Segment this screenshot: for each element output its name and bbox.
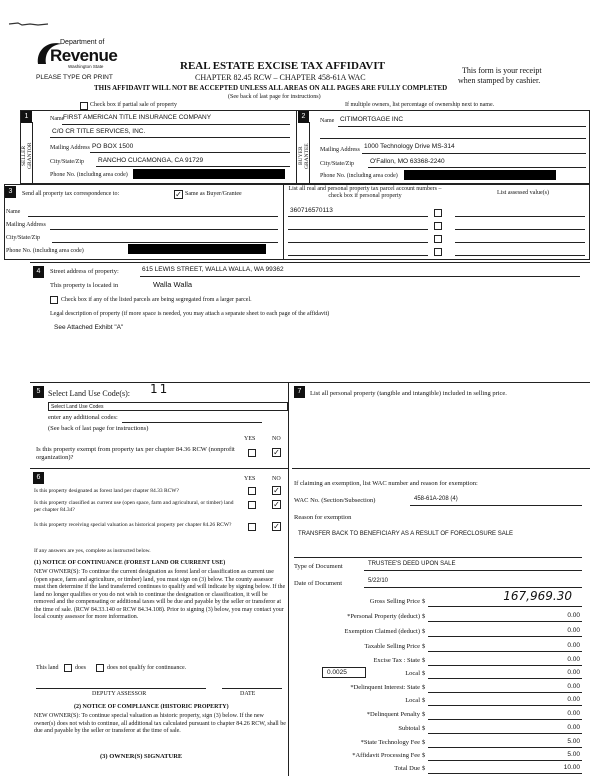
land-does-label: does — [75, 665, 86, 671]
personal-property-checkbox-4[interactable] — [434, 248, 442, 256]
exempt-yes-checkbox[interactable] — [248, 449, 256, 457]
taxable-selling-price-value[interactable]: 0.00 — [567, 642, 580, 649]
receipt-line2: when stamped by cashier. — [458, 76, 541, 85]
please-type: PLEASE TYPE OR PRINT — [36, 74, 113, 81]
assessor-date-label: DATE — [240, 691, 256, 697]
current-use-no-checkbox[interactable]: ✓ — [273, 500, 280, 509]
agency-name: Revenue — [50, 46, 118, 65]
currency-symbol: $ — [422, 752, 426, 759]
section-3-number: 3 — [5, 186, 16, 198]
land-does-not-label: does not qualify for continuance. — [107, 665, 187, 671]
see-back-note: (See back of last page for instructions) — [228, 94, 321, 100]
affidavit-processing-fee-value[interactable]: 5.00 — [567, 751, 580, 758]
seller-phone-label: Phone No. (including area code) — [50, 172, 128, 178]
delinquent-penalty-value[interactable]: 0.00 — [567, 710, 580, 717]
seller-city-label: City/State/Zip — [50, 159, 84, 165]
notice-continuance-title: (1) NOTICE OF CONTINUANCE (FOREST LAND OR CURRENT USE) — [34, 560, 226, 566]
currency-symbol: $ — [422, 725, 426, 732]
legal-description-label: Legal description of property (if more space is needed, you may attach a separate sheet to each page of the affidavit) — [50, 311, 330, 317]
seller-city-field[interactable]: RANCHO CUCAMONGA, CA 91729 — [98, 157, 204, 164]
receipt-line1: This form is your receipt — [462, 66, 542, 75]
doc-date-field[interactable]: 5/22/10 — [368, 578, 389, 584]
tax-line-label: *Delinquent Penalty — [366, 711, 420, 718]
delinquent-interest-local-value[interactable]: 0.00 — [567, 696, 580, 703]
gross-selling-price-value[interactable]: 167,969.30 — [503, 589, 572, 603]
form-title: REAL ESTATE EXCISE TAX AFFIDAVIT — [180, 60, 385, 72]
wac-label: WAC No. (Section/Subsection) — [294, 497, 376, 504]
street-address-field[interactable]: 615 LEWIS STREET, WALLA WALLA, WA 99362 — [142, 266, 284, 273]
personal-property-checkbox-2[interactable] — [434, 222, 442, 230]
agency-line: Department of — [60, 39, 105, 46]
delinquent-interest-state-value[interactable]: 0.00 — [567, 683, 580, 690]
seller-mailing-field[interactable]: PO BOX 1500 — [92, 143, 134, 150]
doc-date-label: Date of Document — [294, 580, 343, 587]
personal-property-checkbox-3[interactable] — [434, 235, 442, 243]
seller-vertical-label: SELLER GRANTOR — [21, 142, 33, 170]
currency-symbol: $ — [422, 628, 426, 635]
section-4-number: 4 — [33, 266, 44, 278]
partial-sale-checkbox[interactable] — [80, 102, 88, 110]
section-5-number: 5 — [33, 386, 44, 398]
historical-question: Is this property receiving special valuation as historical property per chapter 84.26 RCW? — [34, 522, 232, 528]
land-use-select[interactable] — [48, 402, 288, 411]
tax-line-label: Exemption Claimed (deduct) — [344, 628, 420, 635]
tax-line-label: *Personal Property (deduct) — [347, 613, 420, 620]
tax-line-label: *State Technology Fee — [360, 739, 420, 746]
s6-yes-header: YES — [244, 476, 256, 482]
excise-local-value[interactable]: 0.00 — [567, 669, 580, 676]
seller-phone-redacted — [133, 169, 285, 179]
total-due-value[interactable]: 10.00 — [563, 764, 580, 771]
currency-symbol: $ — [422, 643, 426, 650]
segregated-label: Check box if any of the listed parcels are being segregated from a larger parcel. — [61, 297, 252, 303]
currency-symbol: $ — [422, 670, 426, 677]
partial-sale-label: Check box if partial sale of property — [90, 102, 177, 108]
tax-line-label: Local — [405, 697, 420, 704]
buyer-name-label: Name — [320, 118, 335, 124]
land-use-handwritten: 11 — [150, 382, 170, 396]
personal-property-value[interactable]: 0.00 — [567, 612, 580, 619]
buyer-name-field[interactable]: CITIMORTGAGE INC — [340, 116, 404, 123]
segregated-checkbox[interactable] — [50, 296, 58, 304]
located-in-label: This property is located in — [50, 282, 119, 289]
scan-artifact-icon — [8, 19, 58, 27]
buyer-city-label: City/State/Zip — [320, 161, 354, 167]
land-use-label: Select Land Use Code(s): — [48, 389, 130, 398]
scan-mark — [8, 14, 58, 22]
currency-symbol: $ — [422, 598, 426, 605]
personal-property-label: List all personal property (tangible and intangible) included in selling price. — [310, 390, 507, 397]
located-in-field[interactable]: Walla Walla — [153, 280, 193, 289]
notice-compliance-body: NEW OWNER(S): To continue special valuation as historic property, sign (3) below. If the new owner(s) does not wish to continue, all additional tax calculated pursuant to chapter 84.26 RCW, shall be due and payable by the seller or transferor at the time of sale. — [34, 713, 286, 734]
if-yes-note: If any answers are yes, complete as instructed below. — [34, 548, 151, 554]
buyer-vertical-label: BUYER GRANTEE — [298, 143, 310, 169]
tax-line-label: Taxable Selling Price — [364, 643, 420, 650]
tax-line-label: Excise Tax : State — [373, 657, 420, 664]
currency-symbol: $ — [422, 739, 426, 746]
buyer-mailing-field[interactable]: 1000 Technology Drive MS-314 — [364, 143, 455, 150]
assessed-value-header: List assessed value(s) — [497, 190, 549, 196]
currency-symbol: $ — [422, 613, 426, 620]
historical-yes-checkbox[interactable] — [248, 523, 256, 531]
land-use-select-text: Select Land Use Codes — [51, 404, 104, 410]
tax-line-label: Gross Selling Price — [369, 598, 420, 605]
land-does-not-checkbox[interactable] — [96, 664, 104, 672]
reason-label: Reason for exemption — [294, 514, 352, 521]
buyer-city-field[interactable]: O'Fallon, MO 63368-2240 — [370, 158, 445, 165]
exemption-label: If claiming an exemption, list WAC number and reason for exemption: — [294, 480, 478, 487]
state-technology-fee-value[interactable]: 5.00 — [567, 738, 580, 745]
agency-state: Washington State — [68, 64, 104, 69]
exemption-claimed-value[interactable]: 0.00 — [567, 627, 580, 634]
current-use-yes-checkbox[interactable] — [248, 501, 256, 509]
section-1-number: 1 — [21, 111, 32, 123]
currency-symbol: $ — [422, 711, 426, 718]
multiple-owners-note: If multiple owners, list percentage of ownership next to name. — [345, 102, 495, 108]
this-land-label: This land — [36, 665, 59, 671]
s3-name-label: Name — [6, 209, 21, 215]
buyer-phone-redacted — [404, 170, 556, 180]
parcel-number-1[interactable]: 360716570113 — [290, 207, 333, 214]
excise-state-value[interactable]: 0.00 — [567, 656, 580, 663]
tax-line-label: Local — [405, 670, 420, 677]
street-address-label: Street address of property: — [50, 268, 119, 275]
form-chapter: CHAPTER 82.45 RCW – CHAPTER 458-61A WAC — [195, 73, 366, 82]
dor-logo — [34, 36, 124, 70]
notice-continuance-body: NEW OWNER(S): To continue the current designation as forest land or classification as current use (open space, farm and agriculture, or timber) land, you must sign on (3) below. The county assessor must then determine if the land transferred continues to qualify and will indicate by signing below. If the land no longer qualifies or you do not wish to continue the designation or classification, it will be removed and the compensating or additional taxes will be due and payable by the seller or transferor at the time of sale. (RCW 84.33.140 or RCW 84.34.108). Prior to signing (3) below, you may contact your local county assessor for more information. — [34, 569, 286, 620]
subtotal-value[interactable]: 0.00 — [567, 724, 580, 731]
wac-field[interactable]: 458-61A-208 (4) — [414, 496, 458, 502]
section-7-number: 7 — [294, 386, 305, 398]
section-4-box — [30, 262, 590, 374]
notice-compliance-title: (2) NOTICE OF COMPLIANCE (HISTORIC PROPERTY) — [74, 704, 229, 710]
forest-question: Is this property designated as forest land per chapter 84.33 RCW? — [34, 488, 179, 494]
section-2-number: 2 — [298, 111, 309, 123]
currency-symbol: $ — [422, 657, 426, 664]
s5-yes-header: YES — [244, 436, 256, 442]
reason-field[interactable]: TRANSFER BACK TO BENEFICIARY AS A RESULT OF FORECLOSURE SALE — [298, 531, 514, 537]
owner-signature-title: (3) OWNER(S) SIGNATURE — [100, 753, 183, 760]
same-as-buyer-checkbox[interactable]: ✓ — [175, 190, 182, 199]
s3-city-label: City/State/Zip — [6, 235, 40, 241]
doc-type-label: Type of Document — [294, 563, 343, 570]
currency-symbol: $ — [422, 697, 426, 704]
exempt-no-checkbox[interactable]: ✓ — [273, 448, 280, 457]
seller-mailing-label: Mailing Address — [50, 145, 90, 151]
currency-symbol: $ — [422, 765, 426, 772]
form-warning: THIS AFFIDAVIT WILL NOT BE ACCEPTED UNLESS ALL AREAS ON ALL PAGES ARE FULLY COMPLETED — [94, 84, 448, 92]
forest-no-checkbox[interactable]: ✓ — [273, 486, 280, 495]
seller-name-label: Name — [50, 116, 65, 122]
seller-name2-field[interactable]: C/O CR TITLE SERVICES, INC. — [52, 128, 146, 135]
personal-property-checkbox-1[interactable] — [434, 209, 442, 217]
local-rate-field[interactable]: 0.0025 — [322, 667, 366, 678]
deputy-assessor-label: DEPUTY ASSESSOR — [92, 691, 147, 697]
tax-line-label: *Delinquent Interest: State — [350, 684, 420, 691]
same-as-buyer-label: Same as Buyer/Grantee — [185, 191, 242, 197]
exempt-question: Is this property exempt from property tax per chapter 84.36 RCW (nonprofit organization)? — [36, 446, 235, 461]
buyer-mailing-label: Mailing Address — [320, 147, 360, 153]
additional-codes-label: enter any additional codes: — [48, 414, 118, 421]
tax-line-label: *Affidavit Processing Fee — [352, 752, 420, 759]
s5-see-back: (See back of last page for instructions) — [48, 425, 149, 432]
section-6-number: 6 — [33, 472, 44, 484]
parcel-list-header: List all real and personal property tax parcel account numbers – check box if personal property — [288, 186, 442, 199]
s3-phone-redacted — [128, 244, 266, 254]
tax-line-label: Total Due — [394, 765, 420, 772]
historical-no-checkbox[interactable]: ✓ — [273, 522, 280, 531]
seller-name-field[interactable]: FIRST AMERICAN TITLE INSURANCE COMPANY — [63, 114, 212, 121]
s3-mailing-label: Mailing Address — [6, 222, 46, 228]
s6-no-header: NO — [272, 476, 281, 482]
land-does-checkbox[interactable] — [64, 664, 72, 672]
legal-description-field[interactable]: See Attached Exhibt "A" — [54, 324, 124, 331]
doc-type-field[interactable]: TRUSTEE'S DEED UPON SALE — [368, 561, 456, 567]
tax-line-label: Subtotal — [398, 725, 420, 732]
s3-phone-label: Phone No. (including area code) — [6, 248, 84, 254]
s5-no-header: NO — [272, 436, 281, 442]
buyer-phone-label: Phone No. (including area code) — [320, 173, 398, 179]
currency-symbol: $ — [422, 684, 426, 691]
current-use-question: Is this property classified as current use (open space, farm and agricultural, or timber) land per chapter 84.34? — [34, 500, 234, 513]
forest-yes-checkbox[interactable] — [248, 487, 256, 495]
send-correspondence-label: Send all property tax correspondence to: — [22, 191, 120, 197]
